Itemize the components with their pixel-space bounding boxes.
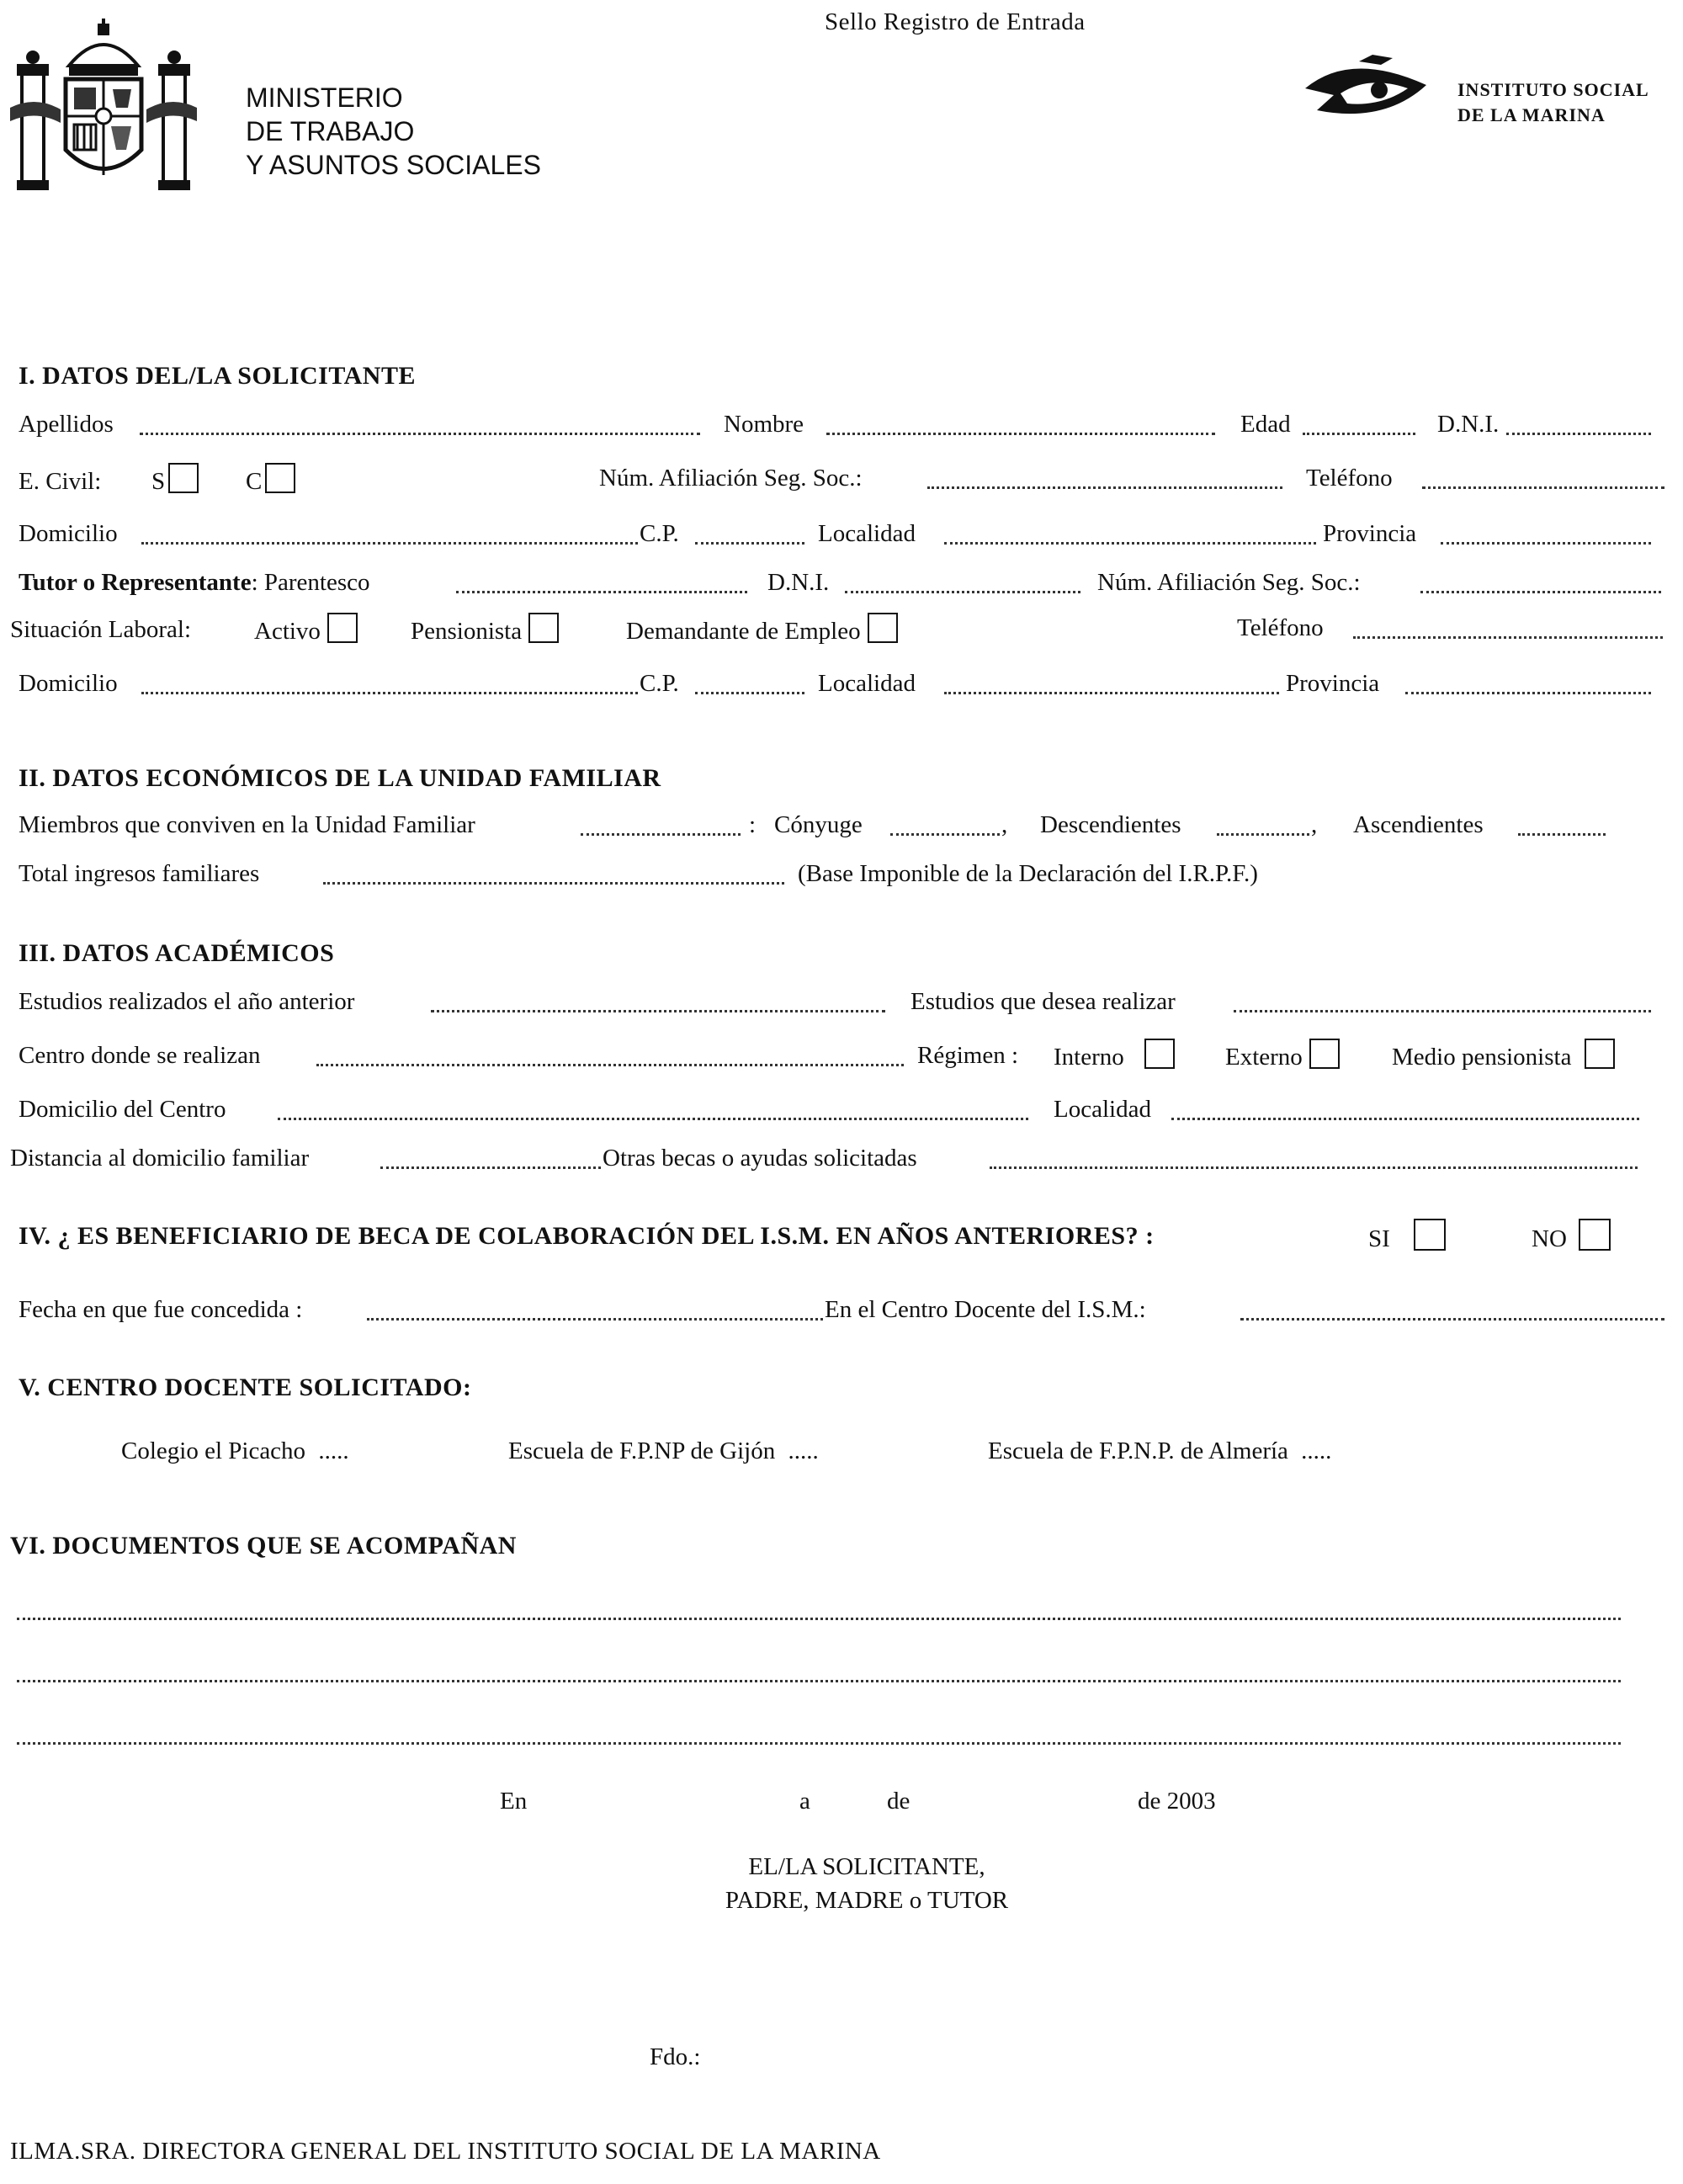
conyuge-comma: ,: [1001, 811, 1008, 838]
option-escuela-gijon-dots: .....: [788, 1437, 819, 1464]
dni-field[interactable]: [1506, 433, 1651, 435]
total-ingresos-field[interactable]: [323, 882, 784, 885]
documentos-line-3[interactable]: [17, 1742, 1621, 1745]
ascendientes-field[interactable]: [1518, 833, 1606, 836]
ministry-line: Y ASUNTOS SOCIALES: [246, 150, 541, 180]
miembros-colon: :: [749, 811, 757, 838]
descendientes-label: Descendientes: [1040, 811, 1181, 838]
tutor-domicilio-label: Domicilio: [19, 670, 118, 697]
descendientes-field[interactable]: [1217, 833, 1309, 836]
casado-label: C: [246, 468, 263, 495]
option-colegio-picacho[interactable]: [121, 1437, 349, 1465]
solicitante-block: [656, 1850, 1077, 1917]
medio-pensionista-option: [1392, 1039, 1615, 1071]
afiliacion-field[interactable]: [927, 486, 1282, 489]
telefono-label: Teléfono: [1306, 465, 1393, 492]
interno-label: Interno: [1054, 1044, 1124, 1071]
ascendientes-label: Ascendientes: [1353, 811, 1484, 838]
no-checkbox[interactable]: [1579, 1219, 1611, 1251]
activo-checkbox[interactable]: [327, 613, 358, 643]
section-iii-title: III. DATOS ACADÉMICOS: [19, 939, 335, 967]
year-label: de 2003: [1138, 1788, 1216, 1815]
mes-label: de: [887, 1788, 911, 1815]
tutor-domicilio-field[interactable]: [141, 692, 638, 694]
miembros-label: Miembros que conviven en la Unidad Familiar: [19, 811, 475, 838]
interno-option: [1054, 1039, 1175, 1071]
ministry-line: MINISTERIO: [246, 82, 403, 113]
externo-option: [1225, 1039, 1340, 1071]
domicilio-field[interactable]: [141, 542, 638, 545]
pensionista-option: [411, 613, 559, 646]
option-escuela-almeria-dots: .....: [1301, 1437, 1332, 1464]
tutor-label: Tutor o Representante: [19, 569, 252, 596]
localidad-field[interactable]: [944, 542, 1316, 545]
section-ii-title: II. DATOS ECONÓMICOS DE LA UNIDAD FAMILIAR: [19, 764, 661, 792]
centro-label: Centro donde se realizan: [19, 1042, 261, 1069]
regimen-label: Régimen :: [917, 1042, 1019, 1069]
addressee: ILMA.SRA. DIRECTORA GENERAL DEL INSTITUTO SOCIAL DE LA MARINA: [10, 2138, 881, 2165]
dni-label: D.N.I.: [1437, 411, 1500, 438]
firma-label: Fdo.:: [650, 2043, 701, 2070]
parentesco-field[interactable]: [456, 591, 747, 593]
option-escuela-almeria[interactable]: [988, 1437, 1331, 1465]
tutor-localidad-field[interactable]: [944, 692, 1279, 694]
dia-label: a: [799, 1788, 810, 1815]
stamp-label: Sello Registro de Entrada: [825, 8, 1086, 35]
si-checkbox[interactable]: [1414, 1219, 1446, 1251]
tutor-dni-field[interactable]: [845, 591, 1080, 593]
section-iv-title: IV. ¿ ES BENEFICIARIO DE BECA DE COLABORACIÓN DEL I.S.M. EN AÑOS ANTERIORES? :: [19, 1222, 1155, 1250]
edad-field[interactable]: [1303, 433, 1415, 435]
apellidos-field[interactable]: [140, 433, 700, 435]
base-imponible-note: (Base Imponible de la Declaración del I.R.P.F.): [798, 860, 1258, 887]
fecha-concedida-label: Fecha en que fue concedida :: [19, 1296, 303, 1323]
externo-label: Externo: [1225, 1044, 1303, 1071]
option-escuela-almeria-label: Escuela de F.P.N.P. de Almería: [988, 1437, 1288, 1464]
tutor-cp-field[interactable]: [695, 692, 804, 694]
localidad-label: Localidad: [818, 520, 916, 547]
total-ingresos-label: Total ingresos familiares: [19, 860, 260, 887]
pensionista-checkbox[interactable]: [528, 613, 559, 643]
cp-label: C.P.: [640, 520, 679, 547]
casado-option: [246, 463, 295, 496]
externo-checkbox[interactable]: [1309, 1039, 1340, 1069]
cp-field[interactable]: [695, 542, 804, 545]
si-label: SI: [1368, 1225, 1390, 1252]
institute-line: INSTITUTO SOCIAL: [1457, 79, 1649, 100]
activo-label: Activo: [254, 618, 321, 645]
fecha-concedida-field[interactable]: [367, 1318, 823, 1320]
tutor-afiliacion-label: Núm. Afiliación Seg. Soc.:: [1097, 569, 1361, 596]
descendientes-comma: ,: [1311, 811, 1318, 838]
estudios-desea-field[interactable]: [1234, 1010, 1651, 1012]
ministry-name: [246, 81, 541, 182]
medio-pensionista-checkbox[interactable]: [1585, 1039, 1615, 1069]
ministry-line: DE TRABAJO: [246, 116, 415, 146]
option-escuela-gijon-label: Escuela de F.P.NP de Gijón: [508, 1437, 776, 1464]
soltero-label: S: [151, 468, 166, 495]
apellidos-label: Apellidos: [19, 411, 114, 438]
tutor-telefono-field[interactable]: [1353, 636, 1663, 639]
medio-pensionista-label: Medio pensionista: [1392, 1044, 1572, 1071]
si-option: [1368, 1219, 1446, 1253]
demandante-checkbox[interactable]: [868, 613, 898, 643]
parentesco-label: : Parentesco: [251, 569, 370, 596]
institute-line: DE LA MARINA: [1457, 104, 1606, 125]
nombre-field[interactable]: [826, 433, 1215, 435]
option-escuela-gijon[interactable]: [508, 1437, 819, 1465]
solicitante-line: PADRE, MADRE o TUTOR: [725, 1887, 1009, 1914]
tutor-provincia-label: Provincia: [1286, 670, 1380, 697]
domicilio-centro-label: Domicilio del Centro: [19, 1096, 226, 1123]
domicilio-label: Domicilio: [19, 520, 118, 547]
institute-name: [1457, 77, 1649, 128]
section-vi-title: VI. DOCUMENTOS QUE SE ACOMPAÑAN: [10, 1532, 517, 1560]
edad-label: Edad: [1240, 411, 1291, 438]
documentos-line-2[interactable]: [17, 1680, 1621, 1682]
activo-option: [254, 613, 358, 646]
ism-fish-logo-icon: [1300, 55, 1435, 126]
distancia-label: Distancia al domicilio familiar: [10, 1145, 310, 1172]
option-colegio-picacho-label: Colegio el Picacho: [121, 1437, 306, 1464]
demandante-option: [626, 613, 898, 646]
tutor-cp-label: C.P.: [640, 670, 679, 697]
lugar-label: En: [500, 1788, 528, 1815]
conyuge-label: Cónyuge: [774, 811, 863, 838]
documentos-line-1[interactable]: [17, 1618, 1621, 1620]
provincia-field[interactable]: [1441, 542, 1651, 545]
provincia-label: Provincia: [1323, 520, 1417, 547]
casado-checkbox[interactable]: [265, 463, 295, 493]
estudios-realizados-field[interactable]: [431, 1010, 885, 1012]
afiliacion-label: Núm. Afiliación Seg. Soc.:: [599, 465, 863, 492]
estado-civil-label: E. Civil:: [19, 468, 102, 495]
tutor-telefono-label: Teléfono: [1237, 614, 1324, 641]
telefono-field[interactable]: [1422, 486, 1664, 489]
tutor-provincia-field[interactable]: [1405, 692, 1651, 694]
section-i-title: I. DATOS DEL/LA SOLICITANTE: [19, 362, 416, 390]
estudios-desea-label: Estudios que desea realizar: [911, 988, 1176, 1015]
centro-field[interactable]: [316, 1064, 904, 1066]
section-v-title: V. CENTRO DOCENTE SOLICITADO:: [19, 1374, 472, 1401]
interno-checkbox[interactable]: [1144, 1039, 1175, 1069]
demandante-label: Demandante de Empleo: [626, 618, 861, 645]
pensionista-label: Pensionista: [411, 618, 523, 645]
coat-of-arms-icon: [10, 15, 197, 196]
localidad-centro-field[interactable]: [1171, 1118, 1639, 1120]
solicitante-line: EL/LA SOLICITANTE,: [748, 1853, 985, 1880]
no-option: [1532, 1219, 1611, 1253]
tutor-row: [19, 569, 370, 597]
tutor-localidad-label: Localidad: [818, 670, 916, 697]
nombre-label: Nombre: [724, 411, 804, 438]
soltero-option: [151, 463, 199, 496]
situacion-label: Situación Laboral:: [10, 616, 192, 643]
tutor-afiliacion-field[interactable]: [1420, 591, 1661, 593]
localidad-centro-label: Localidad: [1054, 1096, 1151, 1123]
domicilio-centro-field[interactable]: [278, 1118, 1028, 1120]
tutor-dni-label: D.N.I.: [767, 569, 830, 596]
estudios-realizados-label: Estudios realizados el año anterior: [19, 988, 355, 1015]
distancia-field[interactable]: [380, 1166, 601, 1169]
otras-becas-label: Otras becas o ayudas solicitadas: [603, 1145, 917, 1172]
miembros-field[interactable]: [581, 833, 741, 836]
option-colegio-picacho-dots: .....: [318, 1437, 349, 1464]
centro-docente-ism-label: En el Centro Docente del I.S.M.:: [825, 1296, 1146, 1323]
otras-becas-field[interactable]: [990, 1166, 1638, 1169]
no-label: NO: [1532, 1225, 1567, 1252]
conyuge-field[interactable]: [890, 833, 1000, 836]
soltero-checkbox[interactable]: [168, 463, 199, 493]
centro-docente-ism-field[interactable]: [1240, 1318, 1664, 1320]
